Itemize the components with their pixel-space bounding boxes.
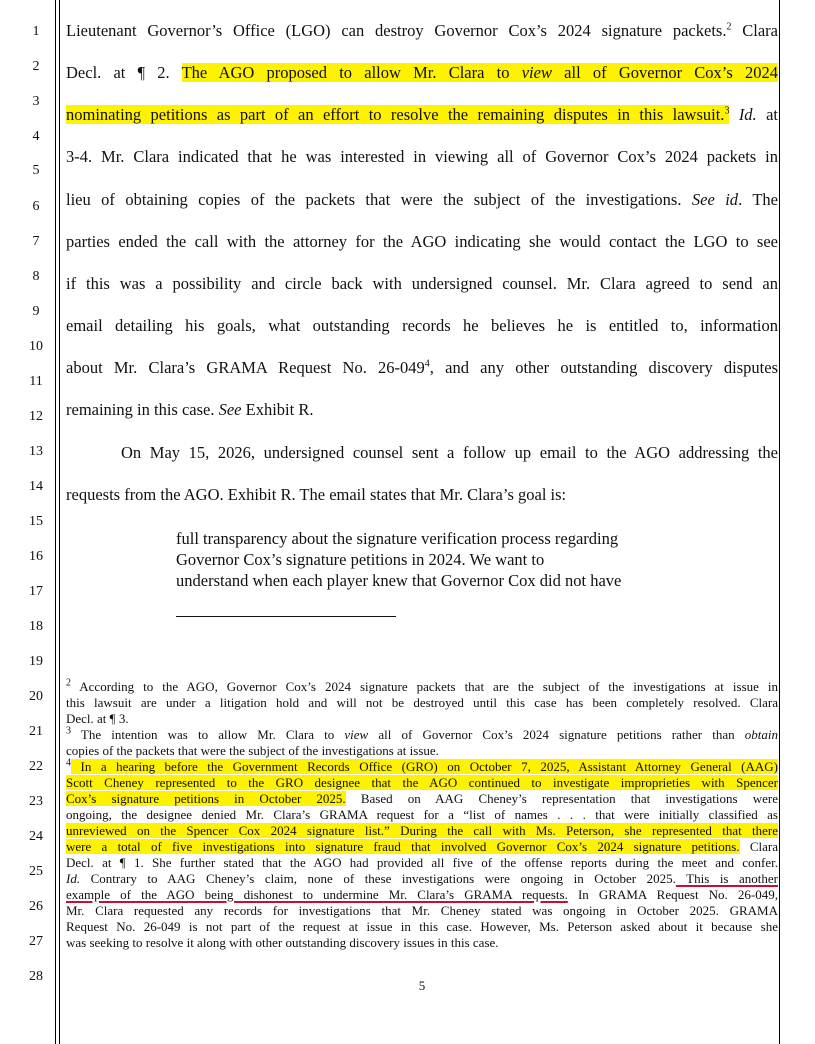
text: nominating petitions as part of an effort to resolve the remaining disputes in this lawsuit. xyxy=(66,105,725,124)
line-number: 14 xyxy=(29,479,43,494)
italic-text: view xyxy=(344,727,369,742)
footnote-line xyxy=(66,823,778,839)
italic-text: Id. xyxy=(66,871,81,886)
footnote-number: 3 xyxy=(66,725,71,737)
highlighted-text: were a total of five investigations into signature fraud that involved Governor Cox’s 2024 signature petitions. xyxy=(66,839,740,854)
body-line: parties ended the call with the attorney for the AGO indicating she would contact the LGO to see xyxy=(66,232,778,251)
line-number: 7 xyxy=(32,234,40,249)
body-line xyxy=(66,103,778,127)
text: The AGO proposed to allow Mr. Clara to xyxy=(181,63,522,82)
line-number: 5 xyxy=(32,163,40,178)
text: all of Governor Cox’s 2024 xyxy=(551,63,779,82)
body-line: 3-4. Mr. Clara indicated that he was interested in viewing all of Governor Cox’s 2024 packets in xyxy=(66,147,778,166)
body-line: if this was a possibility and circle back with undersigned counsel. Mr. Clara agreed to send an xyxy=(66,274,778,293)
line-number: 10 xyxy=(29,339,43,354)
text: In GRAMA Request No. 26-049, xyxy=(567,887,778,902)
footnote-line: Mr. Clara requested any records for investigations that Mr. Cheney stated was ongoing in October 2025. GRAMA xyxy=(66,903,778,918)
text: Contrary to AAG Cheney’s claim, none of these investigations were ongoing in October 2025. xyxy=(80,871,676,886)
text: , and any other outstanding discovery disputes xyxy=(429,358,779,377)
right-margin-rule xyxy=(779,0,780,1044)
line-number: 24 xyxy=(29,829,43,844)
text: lieu of obtaining copies of the packets that were the subject of the investigations. xyxy=(66,190,692,209)
footnote-line: ongoing, the designee denied Mr. Clara’s GRAMA request for a “list of names . . . that were initially classified as xyxy=(66,807,778,822)
line-number: 25 xyxy=(29,864,43,879)
line-number: 26 xyxy=(29,899,43,914)
body-line xyxy=(66,398,778,422)
italic-text: See xyxy=(218,400,242,419)
line-number: 15 xyxy=(29,514,43,529)
line-number: 28 xyxy=(29,969,43,984)
body-line: requests from the AGO. Exhibit R. The email states that Mr. Clara’s goal is: xyxy=(66,485,567,504)
line-number: 6 xyxy=(32,199,40,214)
highlighted-text xyxy=(182,63,778,82)
footnotes xyxy=(66,679,778,951)
italic-text: obtain xyxy=(744,727,778,742)
line-number: 11 xyxy=(29,374,43,389)
body-line: On May 15, 2026, undersigned counsel sent a follow up email to the AGO addressing the xyxy=(121,443,778,462)
footnote-ref: 3 xyxy=(724,105,730,117)
line-number: 23 xyxy=(29,794,43,809)
text: Clara xyxy=(731,21,779,40)
line-number: 19 xyxy=(29,654,43,669)
footnote-line: this lawsuit are under a litigation hold and will not be destroyed until this case has been completely resolved. Clara xyxy=(66,695,778,710)
quote-line: understand when each player knew that Governor Cox did not have xyxy=(176,571,622,590)
text: Lieutenant Governor’s Office (LGO) can destroy Governor Cox’s 2024 signature packets. xyxy=(66,21,727,40)
line-number: 3 xyxy=(32,94,40,109)
highlighted-text: During the call with Ms. Peterson, she represented that there xyxy=(389,823,778,838)
footnote-line xyxy=(66,839,778,855)
block-quote xyxy=(176,528,676,591)
footnote-line xyxy=(66,871,778,887)
text: Clara xyxy=(739,839,778,854)
italic-text: view xyxy=(521,63,552,82)
italic-text: Id. xyxy=(729,105,757,124)
line-number: 22 xyxy=(29,759,43,774)
left-margin-rule-inner xyxy=(59,0,60,1044)
text: at xyxy=(756,105,778,124)
text: Exhibit R. xyxy=(241,400,314,419)
line-number: 27 xyxy=(29,934,43,949)
footnote-ref: 4 xyxy=(424,358,430,370)
line-number: 18 xyxy=(29,619,43,634)
text: remaining in this case. xyxy=(66,400,219,419)
body-line xyxy=(66,188,778,212)
underlined-text: This is another xyxy=(675,871,779,886)
quote-line: Governor Cox’s signature petitions in 2024. We want to xyxy=(176,550,545,569)
line-number: 8 xyxy=(32,269,40,284)
body-line: email detailing his goals, what outstanding records he believes he is entitled to, information xyxy=(66,316,778,335)
footnote-line: copies of the packets that were the subject of the investigations at issue. xyxy=(66,743,439,758)
highlighted-text: Cox’s signature petitions in October 2025. xyxy=(66,791,346,806)
italic-text: See id xyxy=(691,190,739,209)
highlighted-text: unreviewed on the Spencer Cox 2024 signature list.” xyxy=(66,823,390,838)
footnote-line: Request No. 26-049 is not part of the request at issue in this case. However, Ms. Peterson asked about it because she xyxy=(66,919,778,934)
footnote-ref: 2 xyxy=(726,21,732,33)
body-line xyxy=(66,61,778,85)
footnote-line xyxy=(66,727,778,743)
line-number: 2 xyxy=(32,59,40,74)
footnote-number: 2 xyxy=(66,677,71,689)
text: all of Governor Cox’s 2024 signature petitions rather than xyxy=(368,727,745,742)
line-number: 16 xyxy=(29,549,43,564)
footnote-line xyxy=(66,775,778,791)
line-number: 17 xyxy=(29,584,43,599)
line-number: 20 xyxy=(29,689,43,704)
footnote-number: 4 xyxy=(66,757,71,769)
highlighted-text xyxy=(66,105,729,124)
footnote-line xyxy=(66,887,778,903)
text: . The xyxy=(738,190,778,209)
page-number: 5 xyxy=(418,978,426,993)
text: According to the AGO, Governor Cox’s 2024 signature packets that are the subject of the investigations at issue in xyxy=(71,679,778,694)
body-line xyxy=(66,356,778,380)
line-number: 9 xyxy=(32,304,40,319)
text: The intention was to allow Mr. Clara to xyxy=(71,727,345,742)
text: about Mr. Clara’s GRAMA Request No. 26-049 xyxy=(66,358,425,377)
highlighted-text: Scott Cheney represented to the GRO designee that the AGO continued to investigate improprieties with Spencer xyxy=(66,775,778,790)
footnote-line: Decl. at ¶ 1. She further stated that the AGO had provided all five of the offense reports during the meet and confer. xyxy=(66,855,778,870)
body-line xyxy=(66,19,778,43)
footnote-line: was seeking to resolve it along with other outstanding discovery issues in this case. xyxy=(66,935,499,950)
footnote-line xyxy=(66,679,778,695)
underlined-text: example of the AGO being dishonest to undermine Mr. Clara’s GRAMA requests. xyxy=(66,887,568,902)
highlighted-text: In a hearing before the Government Records Office (GRO) on October 7, 2025, Assistant Attorney General (AAG) xyxy=(71,759,778,774)
footnote-line: Decl. at ¶ 3. xyxy=(66,711,129,726)
line-number: 21 xyxy=(29,724,43,739)
line-number: 1 xyxy=(32,24,40,39)
quote-line: full transparency about the signature verification process regarding xyxy=(176,529,619,548)
line-number: 4 xyxy=(32,129,40,144)
line-number: 13 xyxy=(29,444,43,459)
footnote-line xyxy=(66,759,778,775)
footnote-separator xyxy=(176,616,396,617)
line-number: 12 xyxy=(29,409,43,424)
text: Based on AAG Cheney’s representation that investigations were xyxy=(345,791,778,806)
text: Decl. at ¶ 2. xyxy=(66,63,182,82)
footnote-line xyxy=(66,791,778,807)
left-margin-rule xyxy=(55,0,56,1044)
